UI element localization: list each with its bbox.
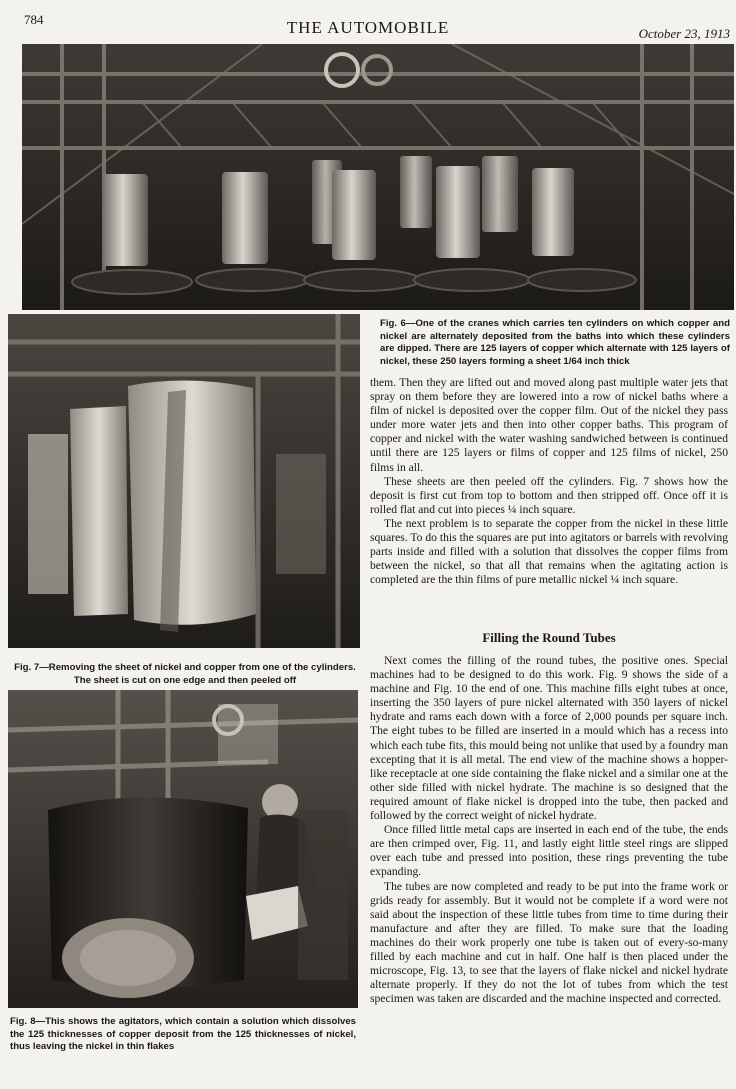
fig7-photo — [8, 314, 360, 648]
running-title: THE AUTOMOBILE — [286, 18, 450, 37]
fig8-photo — [8, 690, 358, 1008]
fig6-caption: Fig. 6—One of the cranes which carries ten cylinders on which copper and nickel are alternately deposited from the baths into which these cylinders are dipped. There are 125 layers of copper which alternate with 125 layers of nickel, these 250 layers forming a sheet 1/64 inch thick — [380, 318, 730, 367]
article-column-upper — [370, 376, 728, 587]
fig7-caption: Fig. 7—Removing the sheet of nickel and copper from one of the cylinders. The sheet is cut on one edge and then peeled off — [14, 662, 356, 686]
page-number: 784 — [24, 12, 44, 27]
paragraph: Next comes the filling of the round tubes, the positive ones. Special machines had to be designed to do this work. Fig. 9 shows the side of a machine and Fig. 10 the end of one. This machine fills eight tubes at once, inserting the 350 layers of pure nickel alternated with 350 layers of nickel hydrate and rams each down with a force of 2,000 pounds per square inch. The eight tubes to be filled are inserted in a mould which has a recess into which each tube fits, this mould being not unlike that used by a foundry man excepting that it is all metal. The end view of the machine shows a hopper-like receptacle at one side containing the flake nickel and a similar one at the other side filled with nickel hydrate. The machine is so designed that the required amount of flake nickel is dropped into the tube, then packed and followed by the correct weight of nickel hydrate. — [370, 654, 728, 823]
paragraph: The next problem is to separate the copper from the nickel in these little squares. To do this the squares are put into agitators or barrels with revolving parts inside and filled with a solution that dissolves the copper films from between the nickel, so that all that remains when the agitating action is completed are the thin films of pure metallic nickel ¼ inch square. — [370, 516, 728, 587]
paragraph: The tubes are now completed and ready to be put into the frame work or grids ready for assembly. But it would not be complete if a word were not said about the inspection of these little tubes from time to time during their manufacture and after they are filled. To make sure that the loading machines do their work properly one tube is taken out of every-so-many filled by each machine and cut in half. One half is then placed under the microscope, Fig. 13, to see that the layers of flake nickel and nickel hydrate alternate properly. If they do not the lot of tubes from which the test specimen was taken are discarded and the machine inspected and corrected. — [370, 879, 728, 1006]
paragraph: them. Then they are lifted out and moved along past multiple water jets that spray on them before they are lowered into a row of nickel baths where a film of nickel is deposited over the copper film. Out of the nickel they pass under more water jets and then into other copper baths. This program of copper and nickel with the water washing sandwiched between is continued until there are 125 layers or films of copper and 125 films of nickel, 250 films in all. — [370, 376, 728, 474]
fig8-caption: Fig. 8—This shows the agitators, which contain a solution which dissolves the 125 thicknesses of copper deposit from the 125 thicknesses of nickel, thus leaving the nickel in thin flakes — [10, 1016, 356, 1053]
paragraph: Once filled little metal caps are inserted in each end of the tube, the ends are then crimped over, Fig. 11, and lastly eight little steel rings are slipped over each tube and pressed into position, these rings preventing the tube expanding. — [370, 823, 728, 879]
paragraph: These sheets are then peeled off the cylinders. Fig. 7 shows how the deposit is first cut from top to bottom and then stripped off. Once off it is rolled flat and cut into pieces ¼ inch square. — [370, 474, 728, 516]
section-heading: Filling the Round Tubes — [482, 630, 616, 645]
fig6-photo — [22, 44, 734, 310]
issue-date: October 23, 1913 — [638, 26, 730, 41]
article-column-lower — [370, 654, 728, 1006]
